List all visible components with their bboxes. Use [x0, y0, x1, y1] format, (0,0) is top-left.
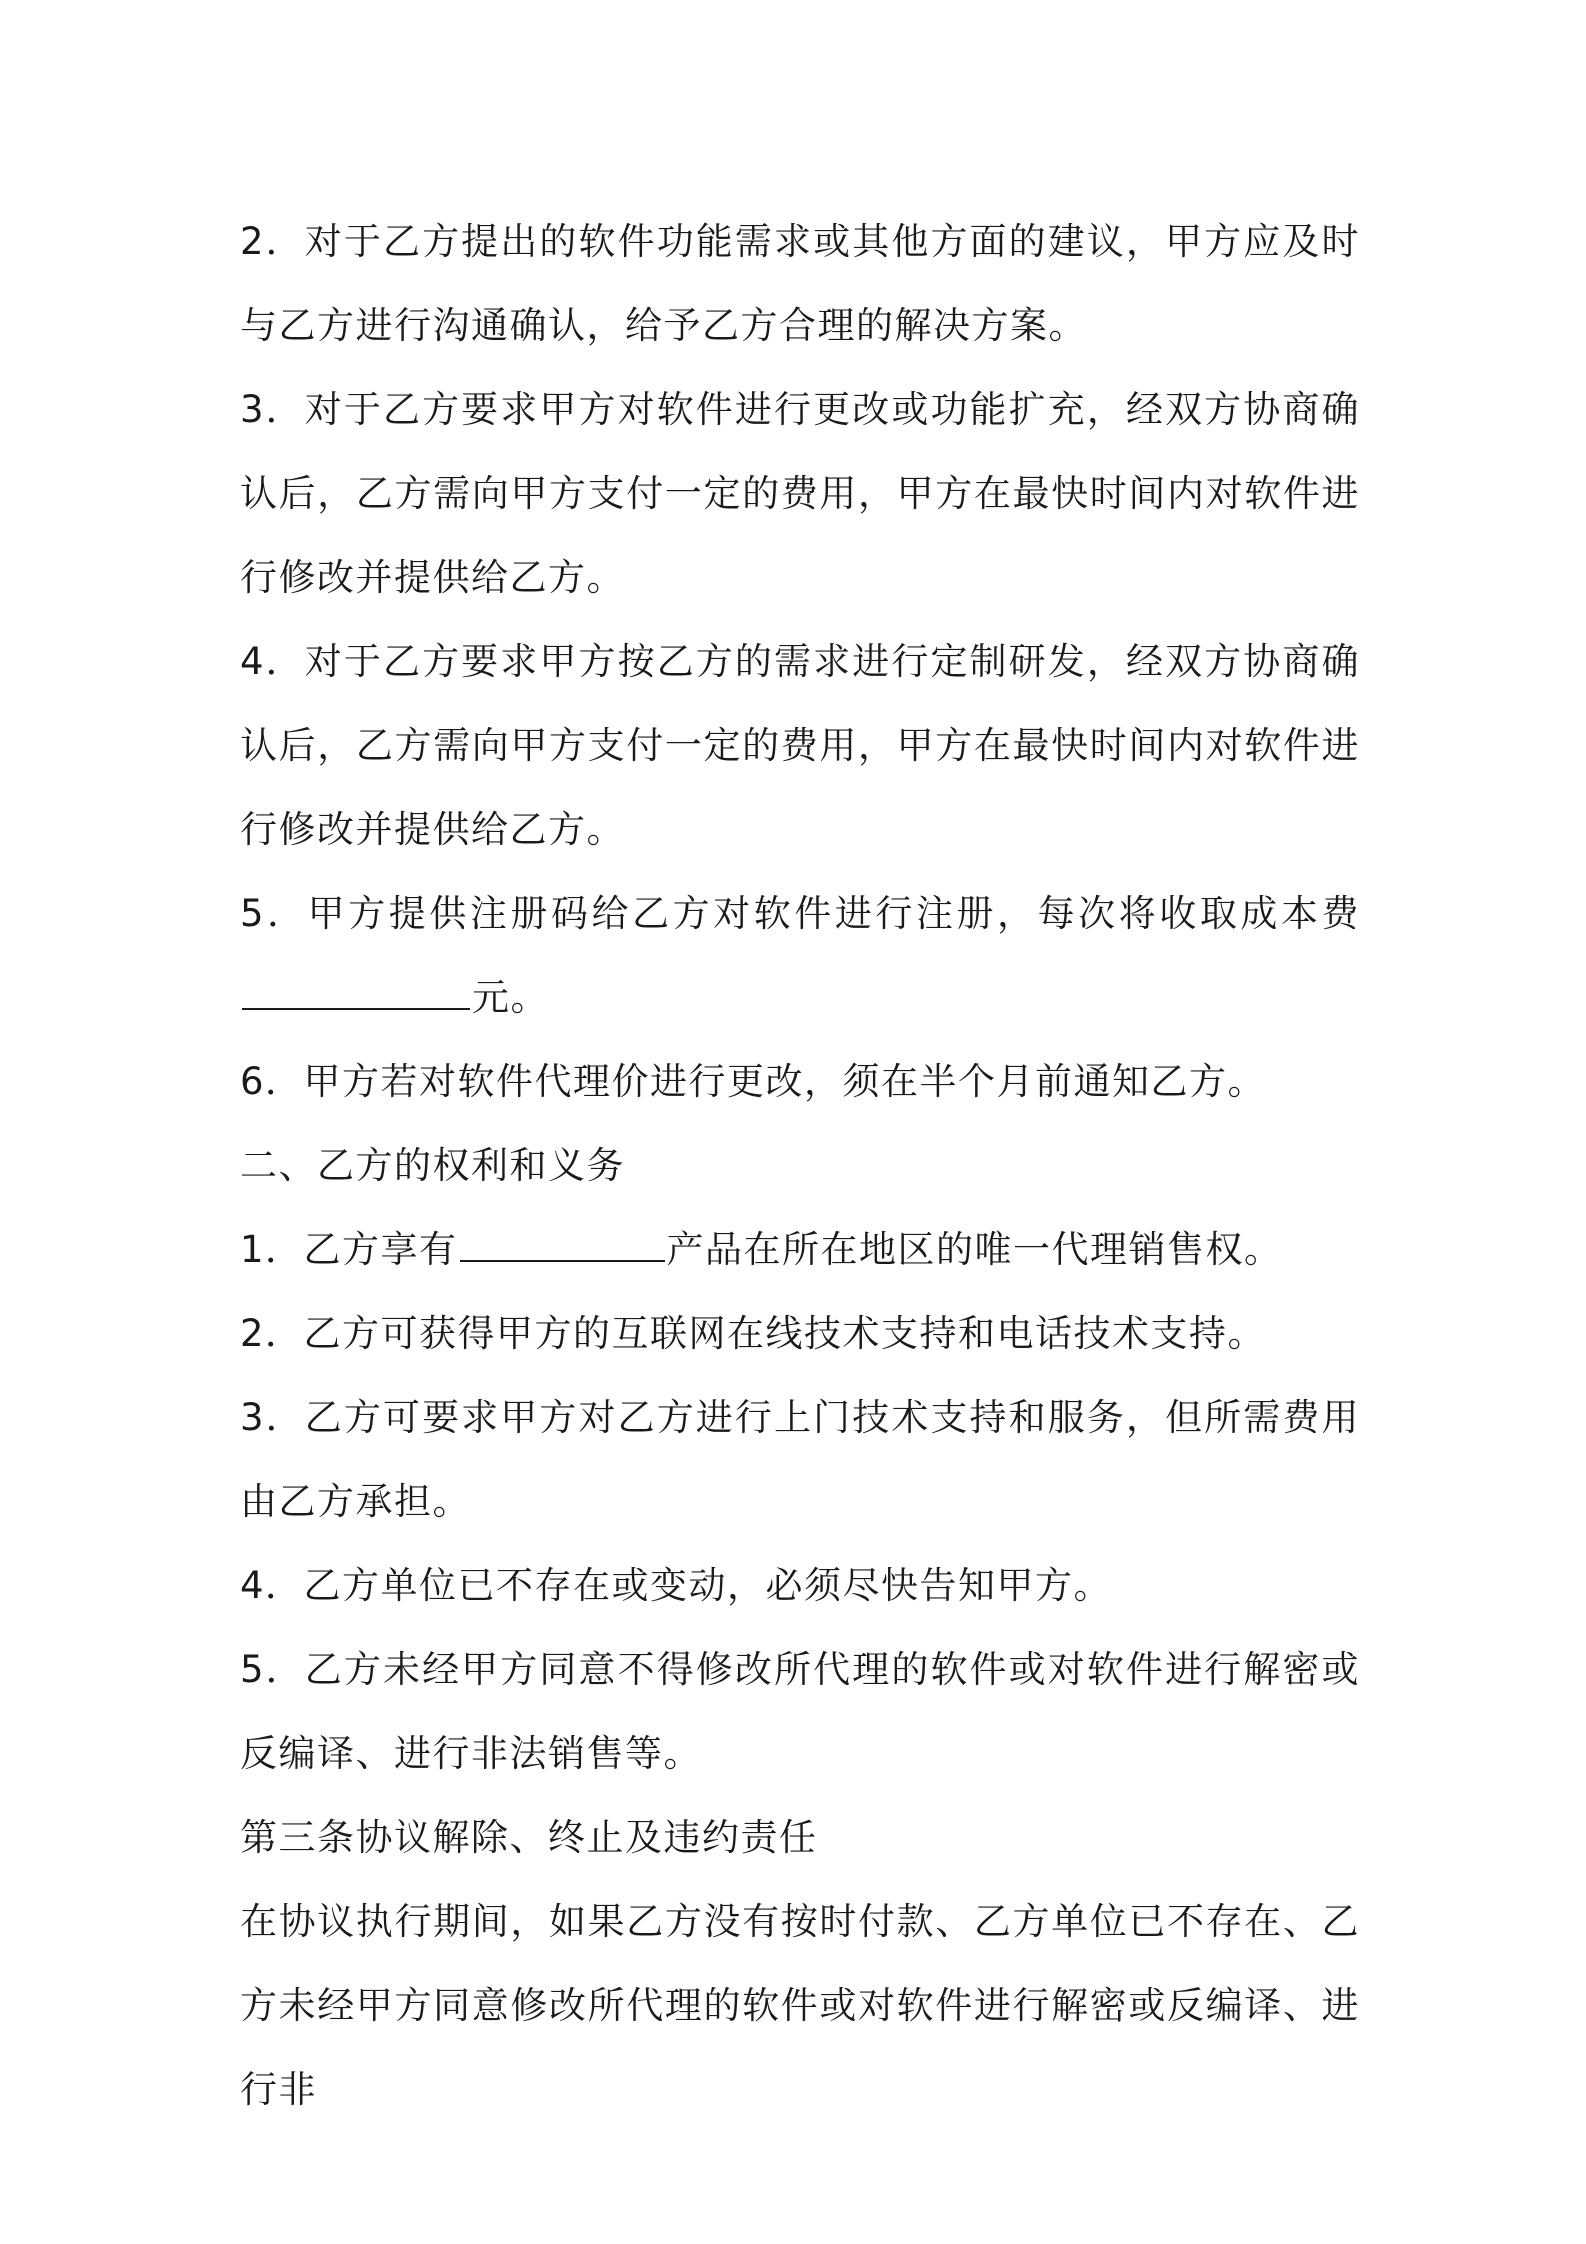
clause-b3: 3．乙方可要求甲方对乙方进行上门技术支持和服务，但所需费用由乙方承担。 — [240, 1396, 1360, 1523]
clause-a3: 3．对于乙方要求甲方对软件进行更改或功能扩充，经双方协商确认后，乙方需向甲方支付一定的费用，甲方在最快时间内对软件进行修改并提供给乙方。 — [240, 388, 1360, 599]
clause-b2: 2．乙方可获得甲方的互联网在线技术支持和电话技术支持。 — [240, 1312, 1267, 1355]
clause-b1-text: 1．乙方享有 — [240, 1228, 458, 1271]
clause-a5 — [240, 872, 1360, 1040]
clause-b1 — [240, 1208, 1360, 1292]
article-3-text: 在协议执行期间，如果乙方没有按时付款、乙方单位已不存在、乙方未经甲方同意修改所代理的软件或对软件进行解密或反编译、进行非 — [240, 1900, 1360, 2111]
clause-a5-unit: 元。 — [472, 976, 549, 1019]
clause-a6: 6．甲方若对软件代理价进行更改，须在半个月前通知乙方。 — [240, 1060, 1267, 1103]
clause-a4: 4．对于乙方要求甲方按乙方的需求进行定制研发，经双方协商确认后，乙方需向甲方支付一定的费用，甲方在最快时间内对软件进行修改并提供给乙方。 — [240, 640, 1360, 851]
clause-a2: 2．对于乙方提出的软件功能需求或其他方面的建议，甲方应及时与乙方进行沟通确认，给予乙方合理的解决方案。 — [240, 220, 1360, 347]
section-heading-party-b: 二、乙方的权利和义务 — [240, 1144, 625, 1187]
clause-b4: 4．乙方单位已不存在或变动，必须尽快告知甲方。 — [240, 1564, 1113, 1607]
document-body — [240, 200, 1360, 2132]
article-3-heading: 第三条协议解除、终止及违约责任 — [240, 1816, 818, 1859]
clause-b1-tail: 产品在所在地区的唯一代理销售权。 — [666, 1228, 1283, 1271]
clause-b5: 5．乙方未经甲方同意不得修改所代理的软件或对软件进行解密或反编译、进行非法销售等。 — [240, 1648, 1360, 1775]
fee-blank-line — [242, 978, 470, 1010]
clause-a5-text: 5．甲方提供注册码给乙方对软件进行注册，每次将收取成本费 — [240, 892, 1360, 935]
product-blank-line — [460, 1230, 665, 1262]
